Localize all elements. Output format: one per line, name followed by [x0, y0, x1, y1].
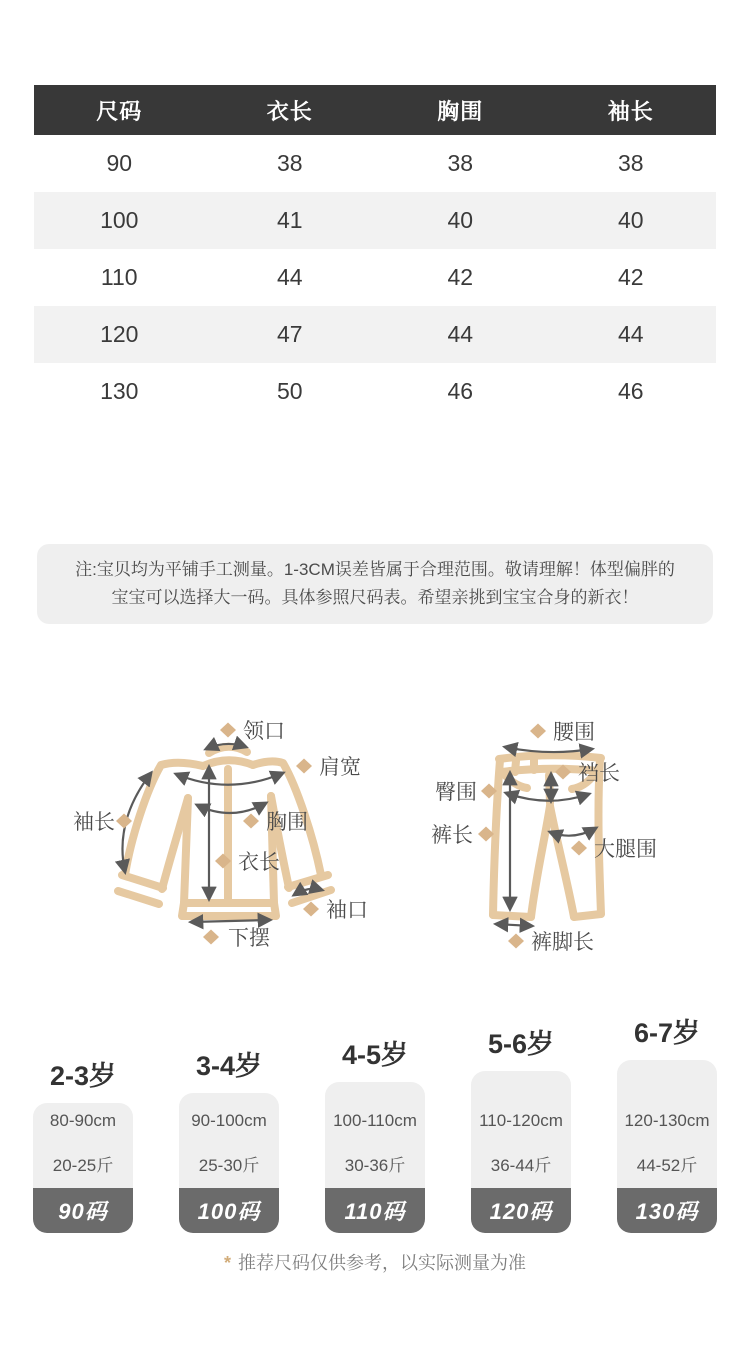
age-card	[617, 1011, 717, 1233]
age-card-body	[617, 1060, 717, 1188]
measurement-diagrams	[0, 679, 750, 989]
table-cell: 42	[447, 264, 474, 290]
age-card-weight: 36-44斤	[490, 1156, 552, 1175]
measurement-note	[37, 544, 713, 624]
table-cell: 100	[100, 207, 139, 233]
diamond-icon	[203, 930, 219, 945]
age-card-box	[325, 1082, 425, 1233]
table-cell: 120	[100, 321, 139, 347]
table-row	[34, 249, 716, 306]
measurement-diagram-svg	[0, 679, 750, 989]
age-card-body	[33, 1103, 133, 1188]
age-card-title: 6-7岁	[633, 1018, 701, 1048]
measurement-note-text: 注:宝贝均为平铺手工测量。1-3CM误差皆属于合理范围。敬请理解！体型偏胖的宝宝可以选择大一码。具体参照尺码表。希望亲挑到宝宝合身的新衣！	[75, 560, 675, 607]
table-row	[34, 192, 716, 249]
label-chest: 胸围	[266, 811, 308, 834]
footer-disclaimer-text: 推荐尺码仅供参考，以实际测量为准	[238, 1253, 526, 1273]
age-card-size-badge: 130码	[617, 1188, 717, 1233]
table-cell: 40	[447, 207, 474, 233]
table-cell: 44	[617, 321, 644, 347]
size-table-body	[34, 135, 716, 420]
age-card-box	[33, 1103, 133, 1233]
label-garment-length: 衣长	[238, 851, 280, 874]
table-cell: 110	[100, 264, 138, 290]
age-card	[33, 1054, 133, 1233]
table-cell: 46	[617, 378, 644, 404]
age-card-title: 2-3岁	[49, 1061, 117, 1091]
arrow-hem	[191, 920, 270, 922]
age-card-size-badge: 90码	[33, 1188, 133, 1233]
age-card-title: 3-4岁	[195, 1051, 263, 1081]
table-row	[34, 306, 716, 363]
label-waist: 腰围	[553, 721, 595, 744]
age-card-height: 100-110cm	[333, 1111, 417, 1130]
diamond-icon	[303, 902, 319, 917]
age-card-weight: 25-30斤	[198, 1156, 260, 1175]
age-card-body	[325, 1082, 425, 1188]
age-card-body	[471, 1071, 571, 1188]
label-thigh: 大腿围	[594, 838, 657, 861]
arrow-leg-opening	[496, 924, 532, 926]
table-cell: 47	[276, 321, 303, 347]
age-card	[179, 1044, 279, 1233]
age-card-height: 80-90cm	[49, 1111, 117, 1130]
table-cell: 90	[106, 150, 133, 176]
age-card-size-badge: 110码	[325, 1188, 425, 1233]
diamond-icon	[571, 841, 587, 856]
label-crotch-length: 裆长	[578, 762, 620, 785]
asterisk-icon: *	[223, 1253, 231, 1273]
age-card-weight: 30-36斤	[344, 1156, 406, 1175]
size-table-header-size: 尺码	[96, 98, 143, 124]
age-card-weight: 20-25斤	[52, 1156, 114, 1175]
size-table	[34, 85, 716, 420]
table-cell: 38	[617, 150, 644, 176]
size-table-header-length: 衣长	[266, 98, 313, 124]
table-cell: 42	[617, 264, 644, 290]
label-shoulder-width: 肩宽	[319, 756, 361, 779]
label-sleeve-length: 袖长	[73, 811, 115, 834]
age-card-box	[471, 1071, 571, 1233]
size-table-header-chest: 胸围	[437, 98, 484, 124]
label-leg-opening: 裤脚长	[531, 931, 594, 954]
label-neckline: 领口	[243, 720, 285, 743]
table-row	[34, 135, 716, 192]
age-card-size-badge: 120码	[471, 1188, 571, 1233]
age-card	[325, 1033, 425, 1233]
diamond-icon	[296, 759, 312, 774]
diamond-icon	[508, 934, 524, 949]
size-table-header-row	[34, 85, 716, 135]
age-card-height: 90-100cm	[191, 1111, 267, 1130]
table-cell: 44	[276, 264, 303, 290]
diamond-icon	[243, 814, 259, 829]
diamond-icon	[220, 723, 236, 738]
age-card-body	[179, 1093, 279, 1188]
label-cuff: 袖口	[326, 899, 368, 922]
age-card-weight: 44-52斤	[636, 1156, 698, 1175]
table-cell: 50	[276, 378, 303, 404]
age-card-size-badge: 100码	[179, 1188, 279, 1233]
age-card-height: 110-120cm	[479, 1111, 563, 1130]
age-card	[471, 1022, 571, 1233]
age-card-title: 5-6岁	[487, 1029, 555, 1059]
age-card-height: 120-130cm	[624, 1111, 710, 1130]
table-cell: 40	[617, 207, 644, 233]
arrow-waist	[505, 747, 592, 752]
table-cell: 46	[447, 378, 474, 404]
table-cell: 41	[276, 207, 303, 233]
table-cell: 130	[100, 378, 139, 404]
diamond-icon	[116, 814, 132, 829]
label-hem: 下摆	[228, 927, 270, 950]
footer-disclaimer	[0, 1249, 750, 1291]
age-card-box	[179, 1093, 279, 1233]
label-hip: 臀围	[435, 781, 477, 804]
diamond-icon	[530, 724, 546, 739]
size-table-header-sleeve: 袖长	[607, 98, 654, 124]
table-cell: 44	[447, 321, 474, 347]
label-pants-length: 裤长	[431, 824, 473, 847]
table-row	[34, 363, 716, 420]
table-cell: 38	[276, 150, 303, 176]
age-card-box	[617, 1060, 717, 1233]
size-chart-page	[0, 85, 750, 1291]
table-cell: 38	[447, 150, 474, 176]
age-card-title: 4-5岁	[341, 1040, 409, 1070]
age-size-cards	[0, 1011, 750, 1233]
